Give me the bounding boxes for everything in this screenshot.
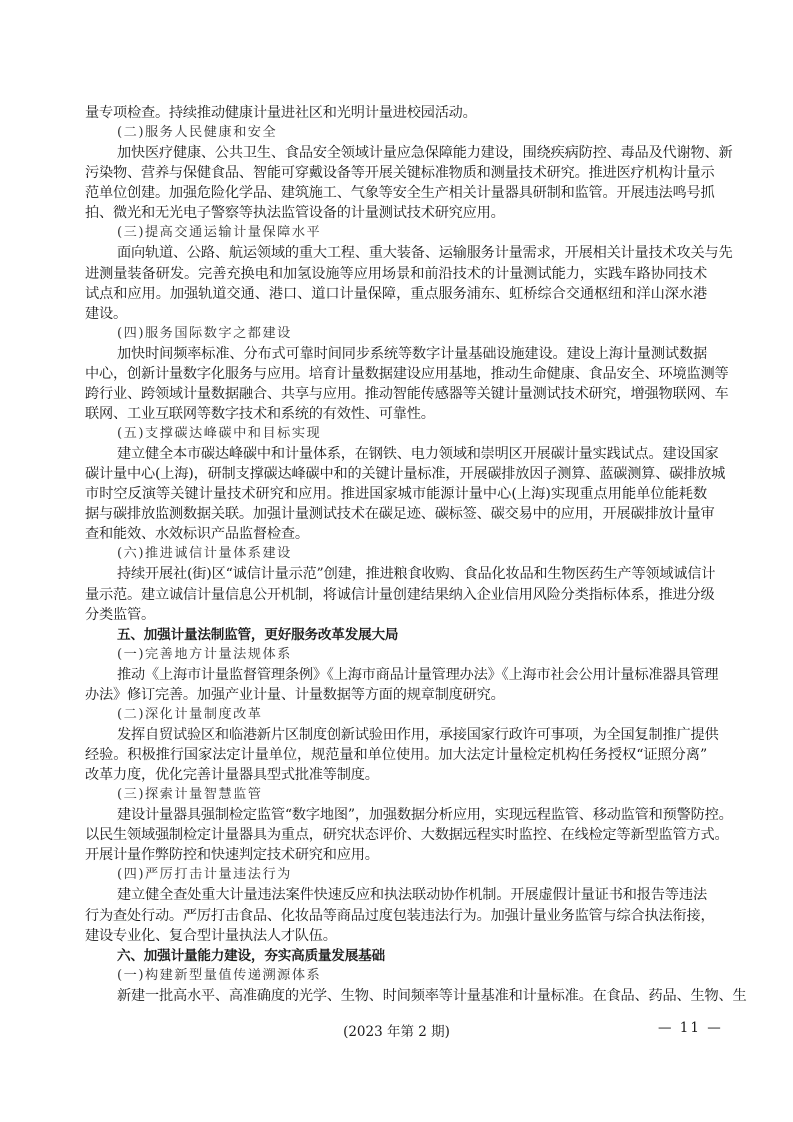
paragraph-last-line: 开展计量作弊防控和快速判定技术研究和应用。 [85,847,379,864]
subsection-heading: (五)支撑碳达峰碳中和目标实现 [117,426,322,441]
paragraph-first-line: 推动《上海市计量监督管理条例》《上海市商品计量管理办法》《上海市社会公用计量标准器具管理 [117,666,719,683]
paragraph-last-line: 拍、微光和无光电子警察等执法监管设备的计量测试技术研究应用。 [85,205,505,222]
subsection-heading: (一)完善地方计量法规体系 [117,646,292,662]
body-text-line: 行为查处行动。严厉打击食品、化妆品等商品过度包装违法行为。加强计量业务监管与综合执法衔接， [85,907,715,924]
body-text-line: 中心，创新计量数字化服务与应用。培育计量数据建设应用基地，推动生命健康、食品安全、环境监测等 [85,365,729,382]
footer-issue-label: (2023 年第 2 期) [343,1024,450,1040]
body-text-line: 污染物、营养与保健食品、智能可穿戴设备等开展关键标准物质和测量技术研究。推进医疗机构计量示 [85,165,715,182]
page-number: — 11 — [658,1020,723,1036]
body-text-line: 碳计量中心(上海)，研制支撑碳达峰碳中和的关键计量标准，开展碳排放因子测算、蓝碳测算、碳排放城 [85,466,726,483]
section-heading: 六、加强计量能力建设，夯实高质量发展基础 [117,947,385,964]
paragraph-first-line: 加快医疗健康、公共卫生、食品安全领域计量应急保障能力建设，围绕疾病防控、毒品及代谢物、新 [117,145,733,162]
paragraph-last-line: 分类监管。 [85,606,155,623]
subsection-heading: (四)严厉打击计量违法行为 [117,867,292,883]
body-text-line: 跨行业、跨领域计量数据融合、共享与应用。推动智能传感器等关键计量测试技术研究，增强物联网、车 [85,385,729,402]
section-heading: 五、加强计量法制监管，更好服务改革发展大局 [117,626,399,643]
paragraph-first-line: 建立健全查处重大计量违法案件快速反应和执法联动协作机制。开展虚假计量证书和报告等违法 [117,887,707,904]
body-text-line: 范单位创建。加强危险化学品、建筑施工、气象等安全生产相关计量器具研制和监管。开展违法鸣号抓 [85,185,715,202]
document-body [85,103,747,1006]
subsection-heading: (二)深化计量制度改革 [117,706,263,722]
body-text-line: 据与碳排放监测数据关联。加强计量测试技术在碳足迹、碳标签、碳交易中的应用，开展碳排放计量审 [85,506,715,523]
body-text-line: 市时空反演等关键计量技术研究和应用。推进国家城市能源计量中心(上海)实现重点用能单位能耗数 [85,486,707,503]
paragraph-first-line: 建立健全本市碳达峰碳中和计量体系，在钢铁、电力领域和崇明区开展碳计量实践试点。建设国家 [117,446,719,463]
paragraph-last-line: 联网、工业互联网等数字技术和系统的有效性、可靠性。 [85,405,435,422]
paragraph-last-line: 建设专业化、复合型计量执法人才队伍。 [85,927,337,944]
paragraph-first-line: 面向轨道、公路、航运领域的重大工程、重大装备、运输服务计量需求，开展相关计量技术攻关与先 [117,245,733,262]
paragraph-last-line: 改革力度，优化完善计量器具型式批准等制度。 [85,767,379,784]
paragraph-first-line: 建设计量器具强制检定监管“数字地图”，加强数据分析应用，实现远程监管、移动监管和预警防控。 [117,807,733,824]
subsection-heading: (一)构建新型量值传递溯源体系 [117,967,322,983]
paragraph-last-line: 建设。 [85,305,127,322]
paragraph-first-line: 新建一批高水平、高准确度的光学、生物、时间频率等计量基准和计量标准。在食品、药品、生物、生 [117,987,747,1004]
paragraph-first-line: 持续开展社(街)区“诚信计量示范”创建，推进粮食收购、食品化妆品和生物医药生产等领域诚信计 [117,566,716,583]
body-text-line: 经验。积极推行国家法定计量单位，规范量和单位使用。加大法定计量检定机构任务授权“证照分离” [85,747,707,763]
paragraph-last-line: 查和能效、水效标识产品监督检查。 [85,526,309,543]
paragraph-last-line: 办法》修订完善。加强产业计量、计量数据等方面的规章制度研究。 [85,686,505,703]
paragraph-first-line: 加快时间频率标准、分布式可靠时间同步系统等数字计量基础设施建设。建设上海计量测试数据 [117,345,707,362]
subsection-heading: (二)服务人民健康和安全 [117,125,278,141]
body-text-line: 进测量装备研发。完善充换电和加氢设施等应用场景和前沿技术的计量测试能力，实践车路协同技术 [85,265,707,282]
body-text-line: 以民生领域强制检定计量器具为重点，研究状态评价、大数据远程实时监控、在线检定等新型监管方式。 [85,827,729,844]
paragraph-last-line: 量专项检查。持续推动健康计量进社区和光明计量进校园活动。 [85,105,477,121]
subsection-heading: (四)服务国际数字之都建设 [117,325,292,341]
subsection-heading: (三)探索计量智慧监管 [117,787,263,803]
body-text-line: 量示范。建立诚信计量信息公开机制，将诚信计量创建结果纳入企业信用风险分类指标体系，推进分级 [85,586,715,603]
body-text-line: 试点和应用。加强轨道交通、港口、道口计量保障，重点服务浦东、虹桥综合交通枢纽和洋山深水港 [85,285,707,302]
subsection-heading: (三)提高交通运输计量保障水平 [117,225,322,241]
paragraph-first-line: 发挥自贸试验区和临港新片区制度创新试验田作用，承接国家行政许可事项，为全国复制推广提供 [117,726,719,743]
subsection-heading: (六)推进诚信计量体系建设 [117,546,292,562]
